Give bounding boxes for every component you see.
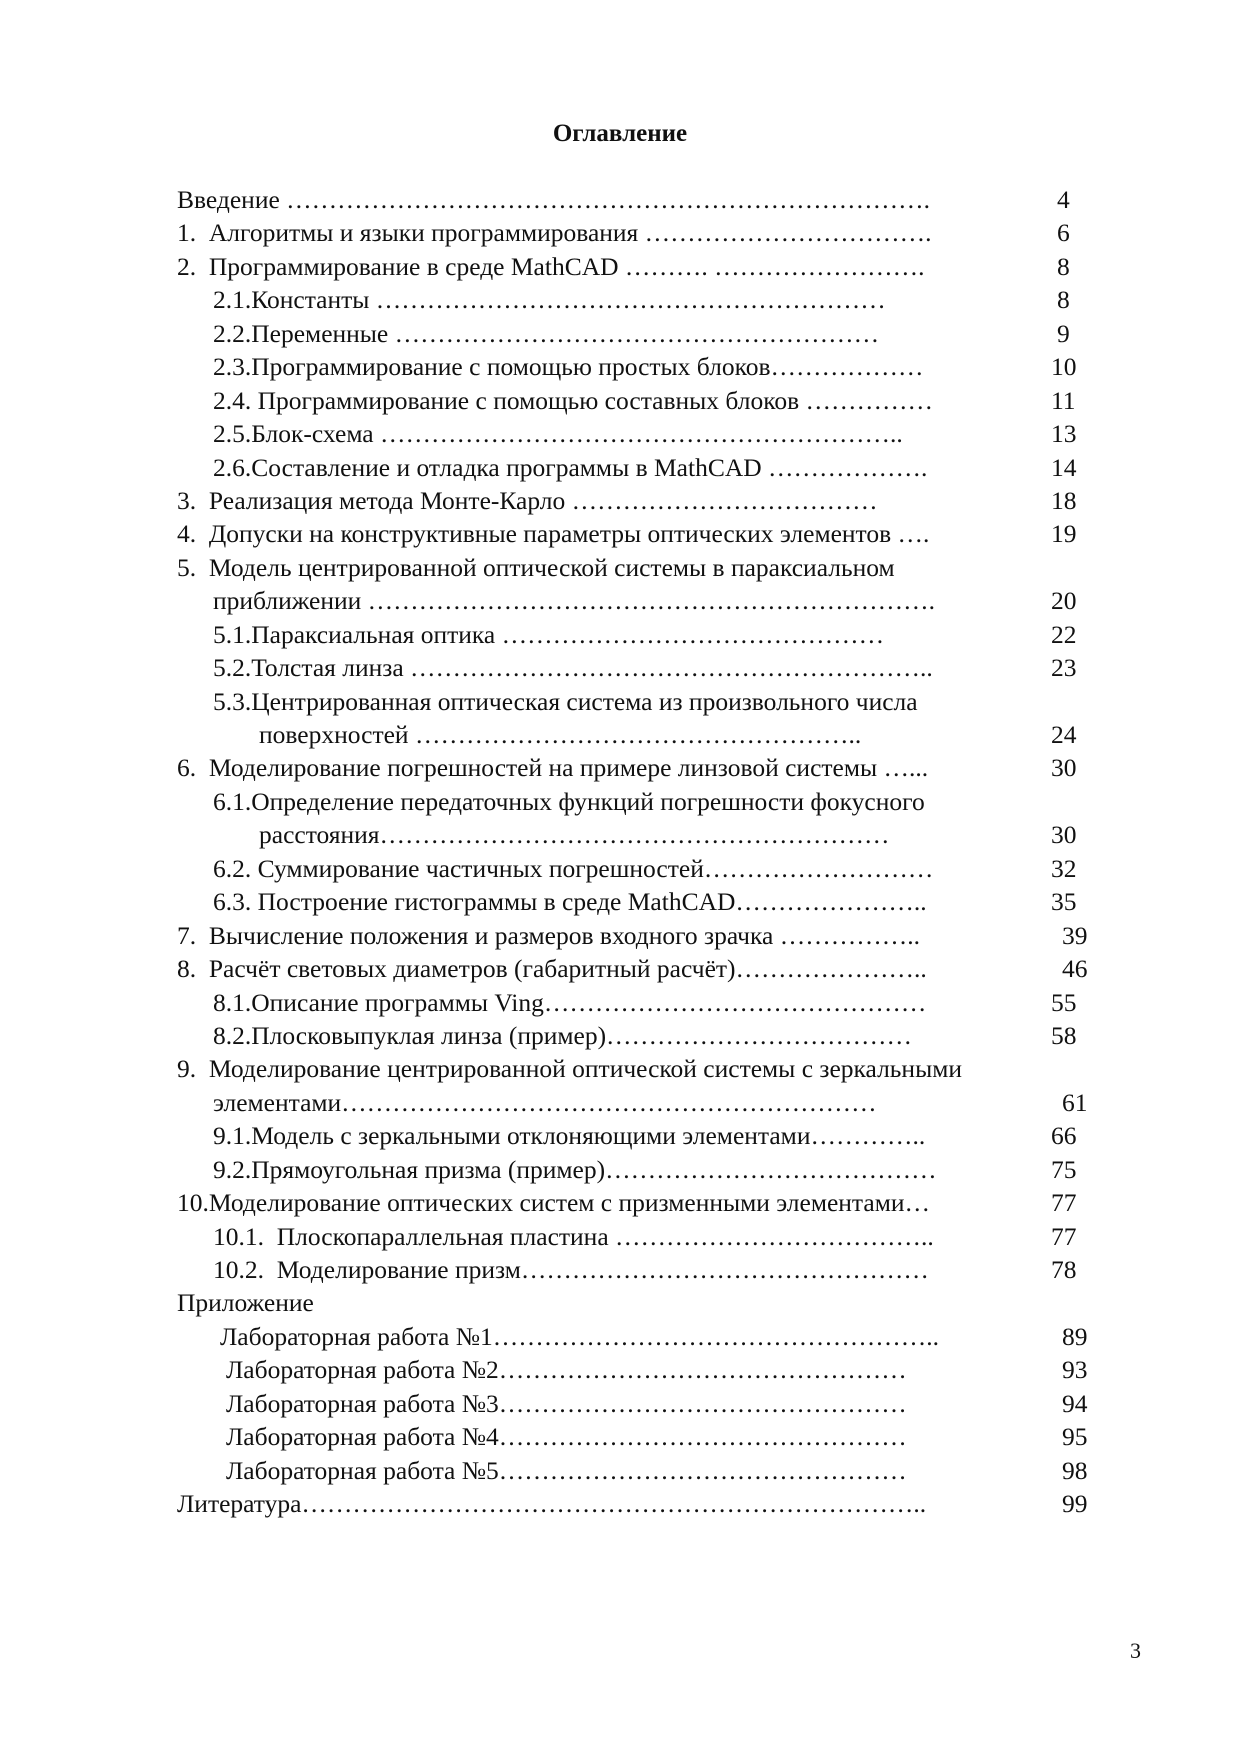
toc-entry <box>177 919 1097 952</box>
toc-entry-label: Лабораторная работа №3………………………………………… <box>226 1388 907 1418</box>
toc-entry <box>177 852 1097 885</box>
toc-entry-label: расстояния…………………………………………………… <box>259 820 890 850</box>
toc-entry-page: 95 <box>1062 1422 1088 1452</box>
toc-entry-page: 32 <box>1051 853 1077 883</box>
toc-entry-page: 30 <box>1051 753 1077 783</box>
toc-entry <box>177 1119 1097 1152</box>
toc-entry-label: 9.2.Прямоугольная призма (пример)………………………………… <box>213 1154 937 1184</box>
toc-entry <box>177 1153 1097 1186</box>
toc-entry <box>177 1353 1097 1386</box>
toc-entry <box>177 551 1097 584</box>
toc-entry-label: 10.1. Плоскопараллельная пластина ……………………………….. <box>213 1221 934 1251</box>
toc-entry-page: 10 <box>1051 352 1077 382</box>
toc-entry <box>177 1286 1097 1319</box>
toc-entry-page: 39 <box>1062 920 1088 950</box>
toc-entry-label: 3. Реализация метода Монте-Карло ……………………………… <box>177 485 878 515</box>
toc-entry-label: 2.6.Составление и отладка программы в MathCAD ………………. <box>213 452 928 482</box>
toc-entry-label: 6.1.Определение передаточных функций погрешности фокусного <box>213 786 925 816</box>
toc-entry-label: 10.Моделирование оптических систем с призменными элементами… <box>177 1188 930 1218</box>
toc-entry <box>177 484 1097 517</box>
toc-entry-label: 5.1.Параксиальная оптика ……………………………………… <box>213 619 885 649</box>
toc-entry <box>177 685 1097 718</box>
toc-entry <box>177 1086 1097 1119</box>
toc-entry-page: 46 <box>1062 954 1088 984</box>
toc-entry <box>177 751 1097 784</box>
table-of-contents <box>177 183 1097 1521</box>
toc-entry-page: 98 <box>1062 1455 1088 1485</box>
toc-entry-page: 4 <box>1057 185 1070 214</box>
toc-entry-label: Литература……………………………………………………………….. <box>177 1489 927 1519</box>
toc-entry-page: 58 <box>1051 1020 1077 1050</box>
toc-entry-label: Приложение <box>177 1288 314 1318</box>
toc-entry-label: 2.2.Переменные ………………………………………………… <box>213 318 880 348</box>
toc-entry-label: 4. Допуски на конструктивные параметры оптических элементов …. <box>177 519 930 549</box>
toc-entry-label: 10.2. Моделирование призм………………………………………… <box>213 1255 929 1284</box>
toc-entry-label: 8. Расчёт световых диаметров (габаритный расчёт)………………….. <box>177 954 927 984</box>
toc-entry-page: 9 <box>1057 318 1070 348</box>
toc-entry <box>177 1420 1097 1453</box>
toc-entry-label: 8.2.Плосковыпуклая линза (пример)……………………………… <box>213 1020 913 1050</box>
toc-entry-label: 2.1.Константы …………………………………………………… <box>213 285 886 315</box>
toc-entry-label: 8.1.Описание программы Ving……………………………………… <box>213 987 927 1017</box>
toc-entry <box>177 517 1097 550</box>
toc-entry-page: 18 <box>1051 485 1077 515</box>
toc-entry-label: Лабораторная работа №2………………………………………… <box>226 1355 907 1385</box>
toc-entry <box>177 584 1097 617</box>
toc-entry <box>177 451 1097 484</box>
toc-entry-page: 78 <box>1051 1255 1077 1284</box>
toc-entry-page: 14 <box>1051 452 1077 482</box>
toc-entry-page: 75 <box>1051 1154 1077 1184</box>
toc-entry-page: 77 <box>1051 1221 1077 1251</box>
toc-entry <box>177 350 1097 383</box>
toc-entry <box>177 1320 1097 1353</box>
toc-entry <box>177 785 1097 818</box>
toc-entry-page: 22 <box>1051 619 1077 649</box>
toc-entry-label: 2.3.Программирование с помощью простых блоков……………… <box>213 352 924 382</box>
toc-entry-label: Введение …………………………………………………………………. <box>177 185 931 214</box>
toc-entry-label: 6.2. Суммирование частичных погрешностей……………………… <box>213 853 934 883</box>
toc-entry <box>177 1220 1097 1253</box>
toc-entry-label: приближении …………………………………………………………. <box>213 586 936 616</box>
toc-entry-page: 55 <box>1051 987 1077 1017</box>
toc-entry-page: 35 <box>1051 887 1077 917</box>
toc-entry <box>177 1487 1097 1520</box>
toc-entry-page: 89 <box>1062 1321 1088 1351</box>
toc-entry <box>177 283 1097 316</box>
toc-entry-label: 7. Вычисление положения и размеров входного зрачка …………….. <box>177 920 920 950</box>
toc-entry-label: 6.3. Построение гистограммы в среде MathCAD………………….. <box>213 887 927 917</box>
toc-entry-page: 6 <box>1057 218 1070 248</box>
toc-entry-label: 2. Программирование в среде MathCAD ………. ……………………. <box>177 251 925 281</box>
toc-entry-label: 1. Алгоритмы и языки программирования ……………………………. <box>177 218 932 248</box>
toc-entry-page: 94 <box>1062 1388 1088 1418</box>
toc-entry <box>177 651 1097 684</box>
toc-entry-label: Лабораторная работа №5………………………………………… <box>226 1455 907 1485</box>
toc-entry-label: элементами……………………………………………………… <box>213 1087 877 1117</box>
toc-entry-page: 30 <box>1051 820 1077 850</box>
toc-entry-page: 20 <box>1051 586 1077 616</box>
toc-entry-label: 2.5.Блок-схема …………………………………………………….. <box>213 419 903 449</box>
toc-entry-label: 9.1.Модель с зеркальными отклоняющими элементами………….. <box>213 1121 926 1151</box>
page-number: 3 <box>1130 1638 1141 1663</box>
toc-entry-page: 61 <box>1062 1087 1088 1117</box>
toc-entry <box>177 885 1097 918</box>
toc-entry <box>177 618 1097 651</box>
toc-entry-label: 5.2.Толстая линза …………………………………………………….. <box>213 653 933 683</box>
page-title: Оглавление <box>552 120 688 147</box>
toc-entry-label: 5. Модель центрированной оптической системы в параксиальном <box>177 552 895 582</box>
toc-entry <box>177 384 1097 417</box>
toc-entry <box>177 952 1097 985</box>
toc-entry-label: 9. Моделирование центрированной оптической системы с зеркальными <box>177 1054 962 1084</box>
toc-entry-page: 8 <box>1057 285 1070 315</box>
toc-entry <box>177 1387 1097 1420</box>
toc-entry-page: 8 <box>1057 251 1070 281</box>
toc-entry-page: 66 <box>1051 1121 1077 1151</box>
toc-entry <box>177 1019 1097 1052</box>
toc-entry <box>177 250 1097 283</box>
toc-entry-page: 23 <box>1051 653 1077 683</box>
toc-entry <box>177 718 1097 751</box>
toc-entry-page: 99 <box>1062 1489 1088 1519</box>
toc-entry <box>177 417 1097 450</box>
toc-entry-label: Лабораторная работа №1…………………………………………….. <box>220 1321 940 1351</box>
toc-entry-label: 5.3.Центрированная оптическая система из произвольного числа <box>213 686 918 716</box>
toc-entry <box>177 1052 1097 1085</box>
toc-entry-label: поверхностей …………………………………………….. <box>259 720 862 749</box>
toc-entry-page: 93 <box>1062 1355 1088 1385</box>
toc-entry-page: 13 <box>1051 419 1077 449</box>
toc-entry <box>177 1454 1097 1487</box>
toc-entry-page: 19 <box>1051 519 1077 549</box>
toc-entry-label: Лабораторная работа №4………………………………………… <box>226 1422 907 1452</box>
toc-entry <box>177 216 1097 249</box>
toc-entry-page: 11 <box>1051 385 1076 415</box>
toc-entry-label: 2.4. Программирование с помощью составных блоков …………… <box>213 385 933 415</box>
toc-entry <box>177 183 1097 216</box>
toc-entry <box>177 986 1097 1019</box>
toc-entry <box>177 1186 1097 1219</box>
toc-entry <box>177 317 1097 350</box>
toc-entry-page: 24 <box>1051 720 1077 749</box>
toc-entry-label: 6. Моделирование погрешностей на примере линзовой системы …... <box>177 753 929 783</box>
toc-entry <box>177 818 1097 851</box>
toc-entry-page: 77 <box>1051 1188 1077 1218</box>
toc-entry <box>177 1253 1097 1286</box>
